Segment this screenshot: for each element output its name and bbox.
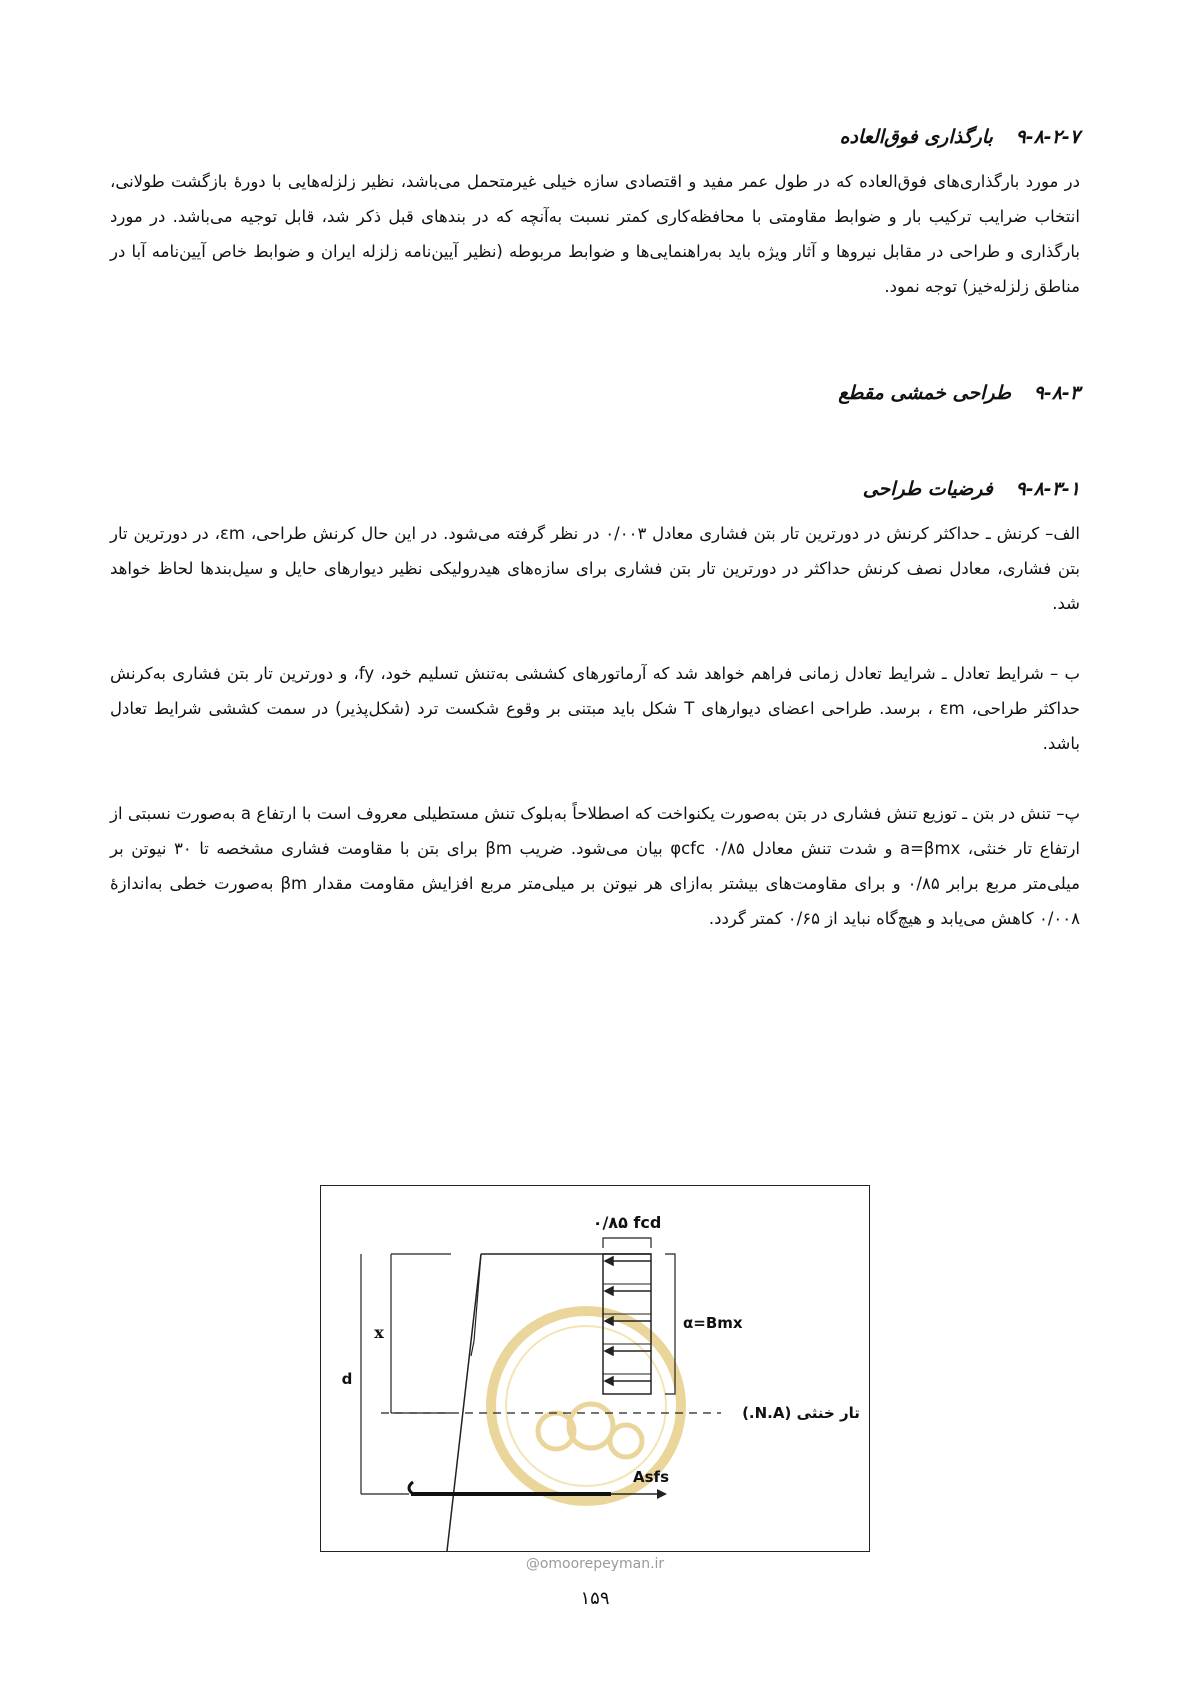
list-item-concrete-stress [110, 796, 1080, 936]
list-item-text [110, 656, 1080, 761]
list-item-content: تنش در بتن ـ توزیع تنش فشاری در بتن به‌صورت یکنواخت که اصطلاحاً به‌بلوک تنش مستطیلی معروف است با ارتفاع a به‌صورت نسبتی از ارتفاع تار خنثی، a=βmx و شدت تنش معادل ۰/۸۵ φcfc بیان می‌شود. ضریب βm برای بتن با مقاومت فشاری مشخصه تا ۳۰ نیوتن بر میلی‌متر مربع برابر ۰/۸۵ و برای مقاومت‌های بیشتر به‌ازای هر نیوتن بر میلی‌متر مربع افزایش مقاومت مقدار βm به‌صورت خطی به‌اندازهٔ ۰/۰۰۸ کاهش می‌یابد و هیچ‌گاه نباید از ۰/۶۵ کمتر گردد. [110, 804, 1080, 928]
section-title: طراحی خمشی مقطع [838, 382, 1011, 404]
list-item-content: کرنش ـ حداکثر کرنش در دورترین تار بتن فشاری معادل ۰/۰۰۳ در نظر گرفته می‌شود. در این حال کرنش طراحی، εm، در دورترین تار بتن فشاری، معادل نصف کرنش حداکثر در دورترین تار بتن فشاری برای سازه‌های هیدرولیکی نظیر دیوارهای حایل و سیل‌بندها لحاظ خواهد شد. [110, 524, 1080, 613]
section-heading-flexural [110, 382, 1080, 404]
list-item-strain [110, 516, 1080, 621]
list-item-marker: ب – [1050, 664, 1081, 683]
x-label: x [374, 1323, 384, 1342]
section-heading-assumptions [110, 478, 1080, 500]
section-number: ۹-۸-۲-۷ [1015, 126, 1080, 148]
section-number: ۹-۸-۳ [1033, 382, 1080, 404]
stress-block-diagram [321, 1186, 869, 1551]
watermark-url: @omoorepeyman.ir [525, 1556, 665, 1572]
stress-label: ۰/۸۵ fcd [592, 1213, 662, 1232]
alpha-label: α=Bmx [683, 1314, 743, 1332]
list-item-text [110, 516, 1080, 621]
section-heading-extraordinary [110, 126, 1080, 148]
page-number: ۱۵۹ [580, 1588, 610, 1609]
section-title: بارگذاری فوق‌العاده [839, 126, 993, 148]
section-title: فرضیات طراحی [862, 478, 993, 500]
stress-block-figure [320, 1185, 870, 1552]
list-item-marker: پ– [1056, 804, 1080, 823]
d-label: d [341, 1370, 353, 1388]
paragraph-extraordinary: در مورد بارگذاری‌های فوق‌العاده که در طول عمر مفید و اقتصادی سازه خیلی غیرمتحمل می‌باشد، نظیر زلزله‌هایی با دورهٔ بازگشت طولانی، انتخاب ضرایب ترکیب بار و ضوابط مقاومتی با محافظه‌کاری کمتر نسبت به‌آنچه که در بندهای قبل ذکر شد، قابل توجیه می‌باشد. در مورد بارگذاری و طراحی در مقابل نیروها و آثار ویژه باید به‌راهنمایی‌ها و ضوابط مربوطه (نظیر آیین‌نامه زلزله ایران و ضوابط خاص آیین‌نامه آبا در مناطق زلزله‌خیز) توجه نمود. [110, 172, 1080, 296]
list-item-text [110, 796, 1080, 936]
section-number: ۹-۸-۳-۱ [1015, 478, 1080, 500]
list-item-content: شرایط تعادل ـ شرایط تعادل زمانی فراهم خواهد شد که آرماتورهای کششی به‌تنش تسلیم خود، fy، و دورترین تار بتن فشاری به‌کرنش حداکثر طراحی، εm ، برسد. طراحی اعضای دیوارهای T شکل باید مبتنی بر وقوع شکست ترد (شکل‌پذیر) در سمت کششی شرایط تعادل باشد. [110, 664, 1080, 753]
neutral-axis-label: تار خنثی (N.A.) [742, 1404, 860, 1422]
list-item-equilibrium [110, 656, 1080, 761]
steel-force-label: Asfs [633, 1468, 669, 1486]
list-item-marker: الف– [1045, 524, 1081, 543]
